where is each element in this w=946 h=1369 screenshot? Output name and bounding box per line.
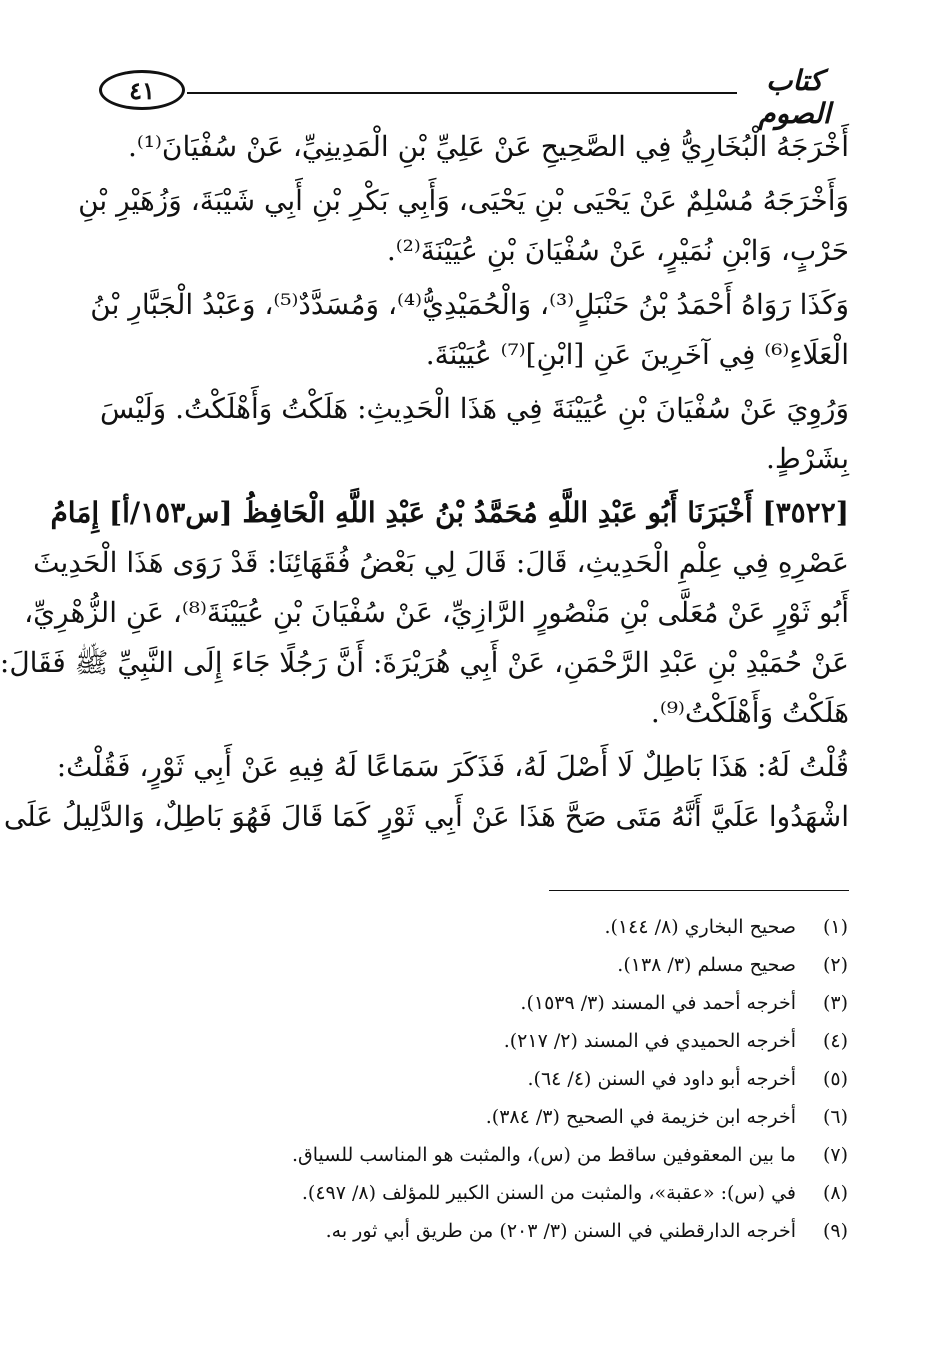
footnote-number: (٥) bbox=[822, 1068, 848, 1090]
footnote-number: (٦) bbox=[822, 1106, 848, 1128]
paragraph bbox=[78, 176, 849, 276]
footnote-text: أخرجه ابن خزيمة في الصحيح (٣/ ٣٨٤). bbox=[485, 1106, 796, 1128]
text-line: أَخْرَجَهُ الْبُخَارِيُّ فِي الصَّحِيحِ عَنْ عَلِيِّ بْنِ الْمَدِينِيِّ، عَنْ سُفْيَانَ⁽¹⁾. bbox=[127, 130, 849, 163]
page-header bbox=[99, 62, 847, 130]
text-line: وَأَخْرَجَهُ مُسْلِمٌ عَنْ يَحْيَى بْنِ يَحْيَى، وَأَبِي بَكْرِ بْنِ أَبِي شَيْبَةَ، وَزُهَيْرِ بْنِ bbox=[78, 184, 849, 217]
text-line: هَلَكْتُ وَأَهْلَكْتُ⁽⁹⁾. bbox=[650, 696, 849, 729]
hadith-paragraph bbox=[0, 488, 849, 738]
footnote-text: في (س): «عقبة»، والمثبت من السنن الكبير للمؤلف (٨/ ٤٩٧). bbox=[301, 1182, 796, 1204]
footnote bbox=[148, 984, 848, 1022]
text-line: وَكَذَا رَوَاهُ أَحْمَدُ بْنُ حَنْبَلٍ⁽³⁾، وَالْحُمَيْدِيُّ⁽⁴⁾، وَمُسَدَّدٌ⁽⁵⁾، وَعَبْدُ الْجَبَّارِ بْنُ bbox=[90, 288, 849, 321]
footnote bbox=[148, 1060, 848, 1098]
footnote-number: (١) bbox=[822, 916, 848, 938]
footnote-text: صحيح مسلم (٣/ ١٣٨). bbox=[617, 954, 796, 976]
main-text bbox=[0, 122, 849, 846]
footnote bbox=[148, 1022, 848, 1060]
footnote-text: أخرجه أحمد في المسند (٣/ ١٥٣٩). bbox=[520, 992, 796, 1014]
footnotes bbox=[148, 908, 848, 1250]
paragraph bbox=[3, 742, 849, 842]
footnote-text: أخرجه أبو داود في السنن (٤/ ٦٤). bbox=[527, 1068, 796, 1090]
text-line: [٣٥٢٢] أَخْبَرَنَا أَبُو عَبْدِ اللَّهِ مُحَمَّدُ بْنُ عَبْدِ اللَّهِ الْحَافِظُ [س١٥٣/أ] إِمَامُ bbox=[50, 496, 849, 529]
footnote-separator bbox=[549, 890, 849, 891]
footnote-text: أخرجه الحميدي في المسند (٢/ ٢١٧). bbox=[503, 1030, 796, 1052]
footnote bbox=[148, 908, 848, 946]
page-number-badge bbox=[99, 70, 185, 110]
footnote bbox=[148, 1212, 848, 1250]
book-title: كتاب الصوم bbox=[758, 64, 831, 130]
text-line: عَنْ حُمَيْدِ بْنِ عَبْدِ الرَّحْمَنِ، عَنْ أَبِي هُرَيْرَةَ: أَنَّ رَجُلًا جَاءَ إِلَى النَّبِيِّ ﷺ فَقَالَ: bbox=[0, 646, 849, 679]
text-line: بِشَرْطٍ. bbox=[765, 442, 849, 475]
footnote-number: (٣) bbox=[822, 992, 848, 1014]
text-line: قُلْتُ لَهُ: هَذَا بَاطِلٌ لَا أَصْلَ لَهُ، فَذَكَرَ سَمَاعًا لَهُ فِيهِ عَنْ أَبِي ثَوْرٍ، فَقُلْتُ: bbox=[56, 750, 849, 783]
text-line: اشْهَدُوا عَلَيَّ أَنَّهُ مَتَى صَحَّ هَذَا عَنْ أَبِي ثَوْرٍ كَمَا قَالَ فَهُوَ بَاطِلٌ، وَالدَّلِيلُ عَلَى bbox=[3, 800, 849, 833]
text-line: أَبُو ثَوْرٍ عَنْ مُعَلَّى بْنِ مَنْصُورٍ الرَّازِيِّ، عَنْ سُفْيَانَ بْنِ عُيَيْنَةَ⁽⁸⁾، عَنِ الزُّهْرِيِّ، bbox=[24, 596, 849, 629]
text-line: عَصْرِهِ فِي عِلْمِ الْحَدِيثِ، قَالَ: قَالَ لِي بَعْضُ فُقَهَائِنَا: قَدْ رَوَى هَذَا الْحَدِيثَ bbox=[33, 546, 849, 579]
footnote-text: صحيح البخاري (٨/ ١٤٤). bbox=[604, 916, 796, 938]
paragraph bbox=[100, 384, 849, 484]
footnote-number: (٧) bbox=[822, 1144, 848, 1166]
text-line: الْعَلَاءِ⁽⁶⁾ فِي آخَرِينَ عَنِ [ابْنِ]⁽⁷⁾ عُيَيْنَةَ. bbox=[425, 338, 849, 371]
text-line: وَرُوِيَ عَنْ سُفْيَانَ بْنِ عُيَيْنَةَ فِي هَذَا الْحَدِيثِ: هَلَكْتُ وَأَهْلَكْتُ. وَلَيْسَ bbox=[100, 392, 849, 425]
footnote bbox=[148, 1136, 848, 1174]
page-number: ٤١ bbox=[129, 75, 155, 105]
footnote bbox=[148, 1174, 848, 1212]
header-rule bbox=[187, 92, 737, 94]
paragraph bbox=[90, 280, 849, 380]
footnote bbox=[148, 1098, 848, 1136]
footnote-number: (٤) bbox=[822, 1030, 848, 1052]
footnote bbox=[148, 946, 848, 984]
footnote-number: (٨) bbox=[822, 1182, 848, 1204]
paragraph bbox=[104, 122, 849, 172]
footnote-text: أخرجه الدارقطني في السنن (٣/ ٢٠٣) من طريق أبي ثور به. bbox=[325, 1220, 796, 1242]
footnote-number: (٢) bbox=[822, 954, 848, 976]
text-line: حَرْبٍ، وَابْنِ نُمَيْرٍ، عَنْ سُفْيَانَ بْنِ عُيَيْنَةَ⁽²⁾. bbox=[386, 234, 849, 267]
footnote-text: ما بين المعقوفين ساقط من (س)، والمثبت هو المناسب للسياق. bbox=[291, 1144, 796, 1166]
footnote-number: (٩) bbox=[822, 1220, 848, 1242]
